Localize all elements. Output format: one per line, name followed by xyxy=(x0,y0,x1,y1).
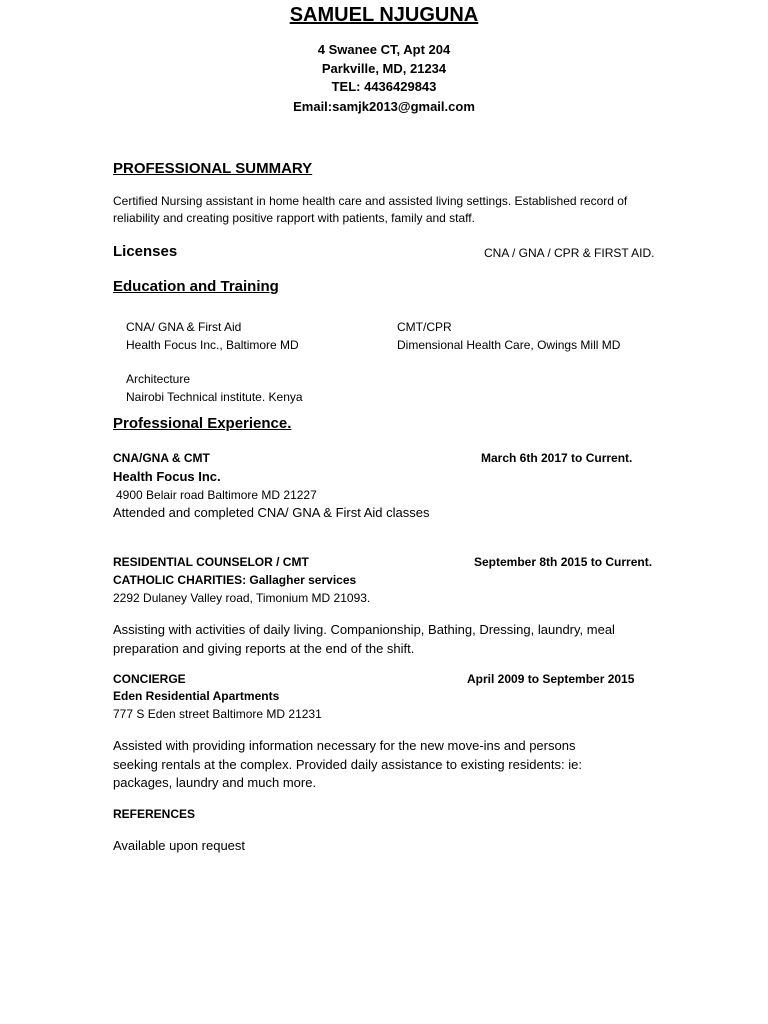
job-employer: Eden Residential Apartments xyxy=(113,689,280,703)
job-address: 2292 Dulaney Valley road, Timonium MD 21093. xyxy=(113,591,371,605)
references-heading: REFERENCES xyxy=(113,807,196,821)
job-title: RESIDENTIAL COUNSELOR / CMT xyxy=(113,555,309,569)
job-employer: Health Focus Inc. xyxy=(113,469,221,484)
education-item-title: CMT/CPR xyxy=(397,320,452,334)
job-description: Assisted with providing information necessary for the new move-ins and persons seeking rentals at the complex. Provided daily assistance to existing residents: ie: packages, laundry and much more. xyxy=(113,738,582,790)
address-line-2: Parkville, MD, 21234 xyxy=(321,61,447,76)
job-address: 777 S Eden street Baltimore MD 21231 xyxy=(113,707,322,721)
licenses-value: CNA / GNA / CPR & FIRST AID. xyxy=(484,246,655,260)
job-description: Assisting with activities of daily living. Companionship, Bathing, Dressing, laundry, meal preparation and giving reports at the end of the shift. xyxy=(113,622,615,656)
job-title: CONCIERGE xyxy=(113,672,186,686)
phone-number: TEL: 4436429843 xyxy=(331,79,437,94)
job-employer: CATHOLIC CHARITIES: Gallagher services xyxy=(113,573,357,587)
job-address: 4900 Belair road Baltimore MD 21227 xyxy=(116,488,317,502)
licenses-heading: Licenses xyxy=(113,243,178,260)
education-item-title: CNA/ GNA & First Aid xyxy=(126,320,242,334)
job-title: CNA/GNA & CMT xyxy=(113,451,210,465)
education-item-title: Architecture xyxy=(126,372,191,386)
education-item-institution: Dimensional Health Care, Owings Mill MD xyxy=(397,338,621,352)
references-text: Available upon request xyxy=(113,838,246,853)
email-address: Email:samjk2013@gmail.com xyxy=(293,99,475,114)
education-item-institution: Nairobi Technical institute. Kenya xyxy=(126,390,303,404)
summary-text: Certified Nursing assistant in home health care and assisted living settings. Established record of reliability and creating positive rapport with patients, family and staff. xyxy=(113,194,628,225)
job-dates: March 6th 2017 to Current. xyxy=(481,451,633,465)
job-description: Attended and completed CNA/ GNA & First Aid classes xyxy=(113,505,430,520)
job-dates: April 2009 to September 2015 xyxy=(467,672,635,686)
education-heading: Education and Training xyxy=(113,278,279,295)
address-line-1: 4 Swanee CT, Apt 204 xyxy=(317,42,451,57)
job-dates: September 8th 2015 to Current. xyxy=(474,555,653,569)
resume-name: SAMUEL NJUGUNA xyxy=(289,4,479,26)
education-item-institution: Health Focus Inc., Baltimore MD xyxy=(126,338,299,352)
summary-heading: PROFESSIONAL SUMMARY xyxy=(113,160,313,177)
experience-heading: Professional Experience. xyxy=(113,415,292,432)
